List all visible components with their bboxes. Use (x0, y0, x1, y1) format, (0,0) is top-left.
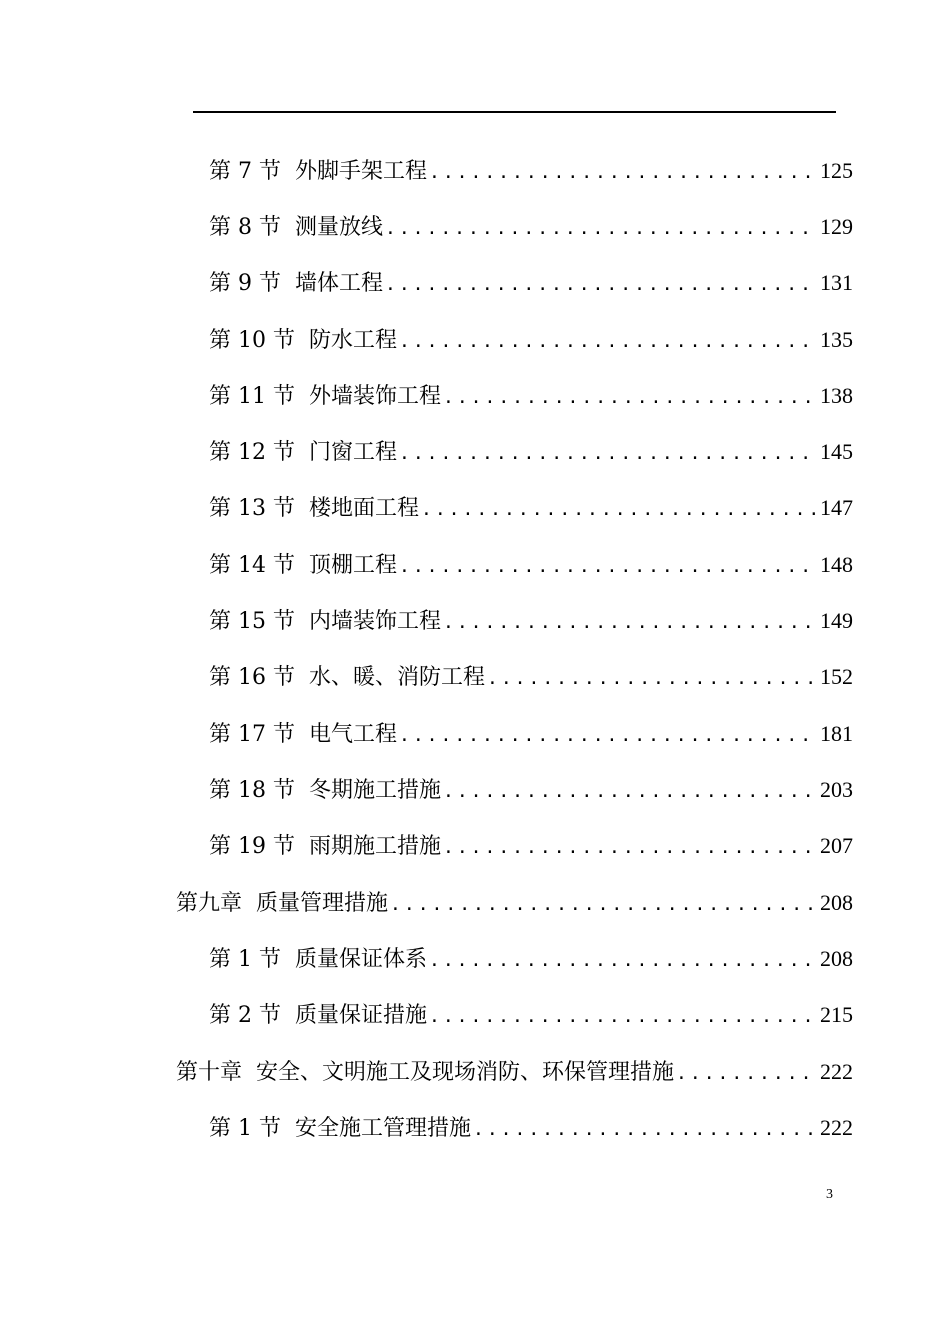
toc-entry-page: 208 (820, 890, 853, 915)
toc-entry-page: 152 (820, 664, 853, 689)
toc-entry-title: 安全、文明施工及现场消防、环保管理措施 (256, 1060, 675, 1085)
toc-entry-page: 147 (820, 495, 853, 520)
toc-dot-leader (429, 1001, 817, 1033)
toc-dot-leader (390, 889, 817, 921)
toc-entry-title: 测量放线 (294, 215, 383, 240)
toc-entry-number: 第 14 节 (209, 553, 295, 578)
toc-entry-page: 207 (820, 833, 853, 858)
toc-dot-leader (399, 720, 817, 752)
toc-dot-leader (385, 269, 817, 301)
toc-entry[interactable] (209, 436, 853, 468)
toc-entry-title: 外脚手架工程 (294, 159, 427, 184)
toc-entry-title: 外墙装饰工程 (308, 384, 441, 409)
toc-entry-page: 222 (820, 1059, 853, 1084)
toc-dot-leader (429, 157, 817, 189)
toc-entry-number: 第 10 节 (209, 328, 295, 353)
toc-entry-title: 水、暖、消防工程 (308, 665, 485, 690)
toc-entry-number: 第 12 节 (209, 440, 295, 465)
toc-dot-leader (676, 1058, 817, 1090)
toc-entry-title: 质量保证措施 (294, 1003, 427, 1028)
toc-dot-leader (443, 832, 817, 864)
toc-entry-page: 135 (820, 327, 853, 352)
toc-chapter-entry[interactable] (176, 1056, 853, 1088)
toc-dot-leader (429, 945, 817, 977)
toc-entry-page: 208 (820, 946, 853, 971)
header-rule (193, 111, 836, 113)
toc-entry[interactable] (209, 1112, 853, 1144)
toc-dot-leader (399, 551, 817, 583)
toc-entry-title: 质量保证体系 (294, 947, 427, 972)
toc-entry[interactable] (209, 492, 853, 524)
toc-entry-title: 楼地面工程 (308, 496, 419, 521)
toc-entry[interactable] (209, 549, 853, 581)
toc-entry-title: 防水工程 (308, 328, 397, 353)
toc-entry-page: 181 (820, 721, 853, 746)
toc-entry-page: 138 (820, 383, 853, 408)
toc-dot-leader (443, 607, 817, 639)
toc-entry-page: 215 (820, 1002, 853, 1027)
toc-dot-leader (443, 776, 817, 808)
toc-entry[interactable] (209, 661, 853, 693)
toc-entry[interactable] (209, 267, 853, 299)
toc-chapter-entry[interactable] (176, 887, 853, 919)
toc-dot-leader (399, 438, 817, 470)
toc-entry[interactable] (209, 718, 853, 750)
toc-entry-number: 第 1 节 (209, 947, 281, 972)
toc-dot-leader (421, 494, 817, 526)
toc-entry-title: 质量管理措施 (256, 891, 389, 916)
toc-entry-title: 冬期施工措施 (308, 778, 441, 803)
toc-entry[interactable] (209, 605, 853, 637)
toc-dot-leader (487, 663, 817, 695)
toc-entry[interactable] (209, 155, 853, 187)
toc-entry-number: 第 17 节 (209, 722, 295, 747)
toc-entry-page: 222 (820, 1115, 853, 1140)
toc-entry[interactable] (209, 943, 853, 975)
toc-entry-title: 墙体工程 (294, 271, 383, 296)
toc-entry-title: 安全施工管理措施 (294, 1116, 471, 1141)
toc-entry-number: 第 19 节 (209, 834, 295, 859)
toc-entry-title: 电气工程 (308, 722, 397, 747)
toc-entry-page: 203 (820, 777, 853, 802)
toc-entry[interactable] (209, 211, 853, 243)
toc-entry-page: 125 (820, 158, 853, 183)
toc-entry-title: 内墙装饰工程 (308, 609, 441, 634)
toc-entry-title: 门窗工程 (308, 440, 397, 465)
toc-dot-leader (399, 326, 817, 358)
toc-entry-number: 第 2 节 (209, 1003, 281, 1028)
toc-entry[interactable] (209, 324, 853, 356)
toc-entry-number: 第 18 节 (209, 778, 295, 803)
toc-entry[interactable] (209, 774, 853, 806)
toc-entry-number: 第 16 节 (209, 665, 295, 690)
toc-entry[interactable] (209, 999, 853, 1031)
toc-entry-page: 149 (820, 608, 853, 633)
toc-dot-leader (473, 1114, 817, 1146)
toc-entry-number: 第九章 (176, 891, 243, 916)
toc-entry-number: 第 7 节 (209, 159, 281, 184)
toc-entry-number: 第 8 节 (209, 215, 281, 240)
toc-entry-number: 第十章 (176, 1060, 243, 1085)
toc-entry-page: 131 (820, 270, 853, 295)
toc-entry-number: 第 15 节 (209, 609, 295, 634)
toc-entry[interactable] (209, 830, 853, 862)
toc-dot-leader (443, 382, 817, 414)
toc-entry-page: 148 (820, 552, 853, 577)
toc-entry-title: 顶棚工程 (308, 553, 397, 578)
page-number: 3 (826, 1187, 833, 1202)
toc-entry-number: 第 13 节 (209, 496, 295, 521)
toc-entry-number: 第 11 节 (209, 384, 295, 409)
toc-dot-leader (385, 213, 817, 245)
toc-entry-page: 129 (820, 214, 853, 239)
toc-entry-number: 第 1 节 (209, 1116, 281, 1141)
toc-entry[interactable] (209, 380, 853, 412)
toc-entry-number: 第 9 节 (209, 271, 281, 296)
toc-entry-title: 雨期施工措施 (308, 834, 441, 859)
toc-entry-page: 145 (820, 439, 853, 464)
